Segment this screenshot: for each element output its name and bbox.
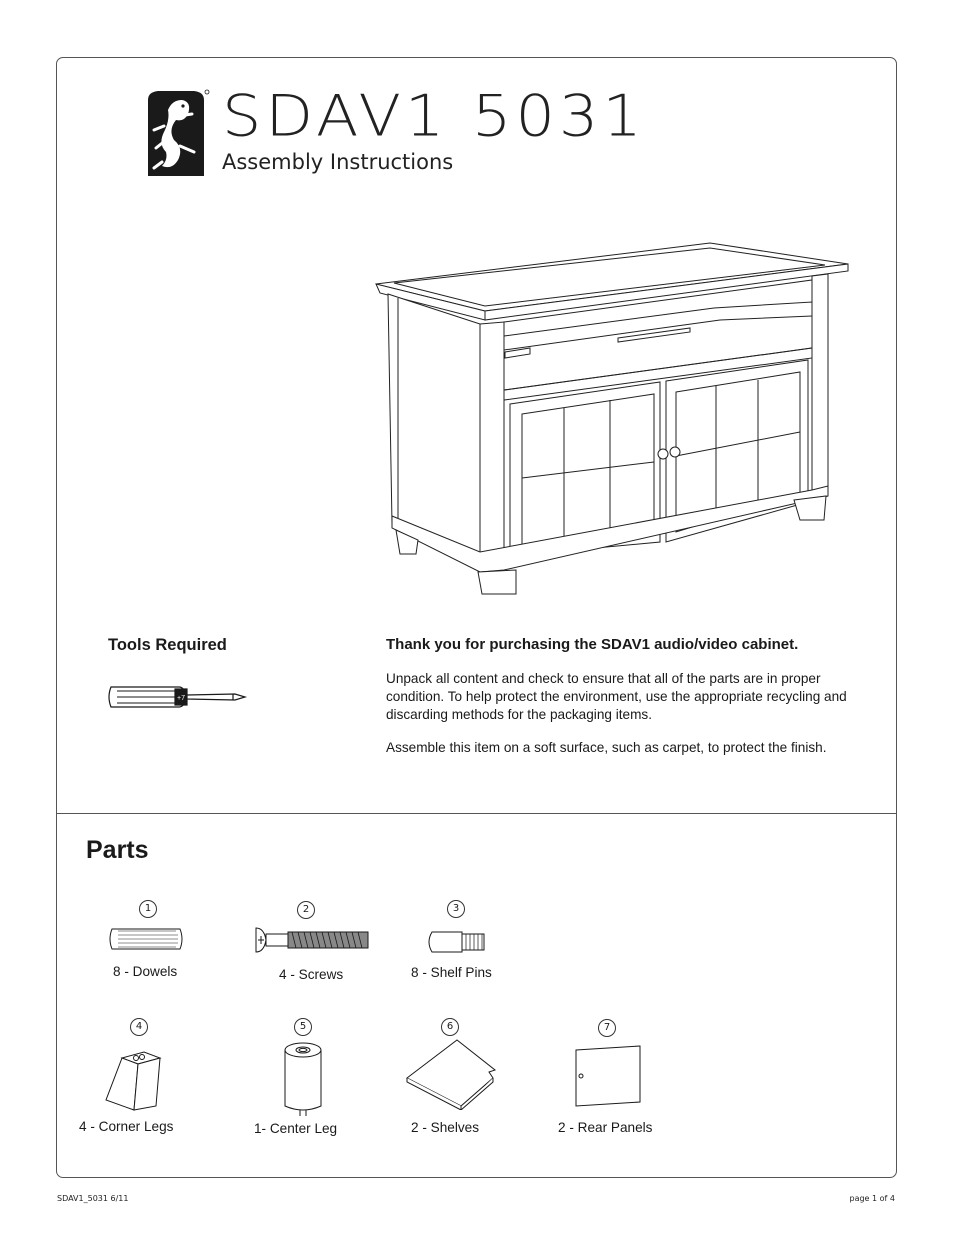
section-divider: [56, 813, 897, 814]
rear-panel-icon: [572, 1044, 644, 1108]
part-label-rear-panels: 2 - Rear Panels: [558, 1120, 653, 1135]
tools-required-heading: Tools Required: [108, 636, 227, 654]
intro-paragraph-surface: Assemble this item on a soft surface, such as carpet, to protect the finish.: [386, 740, 827, 755]
intro-heading: Thank you for purchasing the SDAV1 audio/video cabinet.: [386, 636, 799, 653]
page-frame: [56, 57, 897, 1178]
part-number-3: 3: [447, 900, 465, 918]
cabinet-illustration: [370, 240, 850, 600]
center-leg-icon: [279, 1040, 327, 1120]
dowel-icon: [106, 926, 186, 952]
part-number-7: 7: [598, 1019, 616, 1037]
part-label-dowels: 8 - Dowels: [113, 964, 178, 979]
brand-logo: [142, 86, 210, 178]
part-label-shelves: 2 - Shelves: [411, 1120, 480, 1135]
part-label-center-leg: 1- Center Leg: [254, 1121, 338, 1136]
document-code: SDAV1_5031 6/11: [57, 1194, 129, 1203]
page-number: page 1 of 4: [849, 1194, 895, 1203]
part-number-6: 6: [441, 1018, 459, 1036]
part-label-corner-legs: 4 - Corner Legs: [79, 1119, 174, 1134]
part-label-shelf-pins: 8 - Shelf Pins: [411, 965, 492, 980]
svg-text:+7: +7: [177, 695, 185, 702]
intro-paragraph-unpack: Unpack all content and check to ensure that all of the parts are in proper condition. To help protect the environment, use the appropriate recycling and discarding methods for the packaging items.: [386, 671, 847, 722]
document-subtitle: Assembly Instructions: [222, 150, 454, 174]
corner-leg-icon: [104, 1050, 168, 1114]
part-number-2: 2: [297, 901, 315, 919]
shelf-icon: [405, 1038, 497, 1110]
part-number-5: 5: [294, 1018, 312, 1036]
parts-heading: Parts: [86, 836, 149, 864]
part-number-1: 1: [139, 900, 157, 918]
part-label-screws: 4 - Screws: [279, 967, 344, 982]
model-title: SDAV1 5031: [222, 82, 646, 150]
screwdriver-icon: [105, 683, 249, 711]
shelf-pin-icon: [424, 930, 486, 954]
screw-icon: [252, 925, 372, 955]
part-number-4: 4: [130, 1018, 148, 1036]
